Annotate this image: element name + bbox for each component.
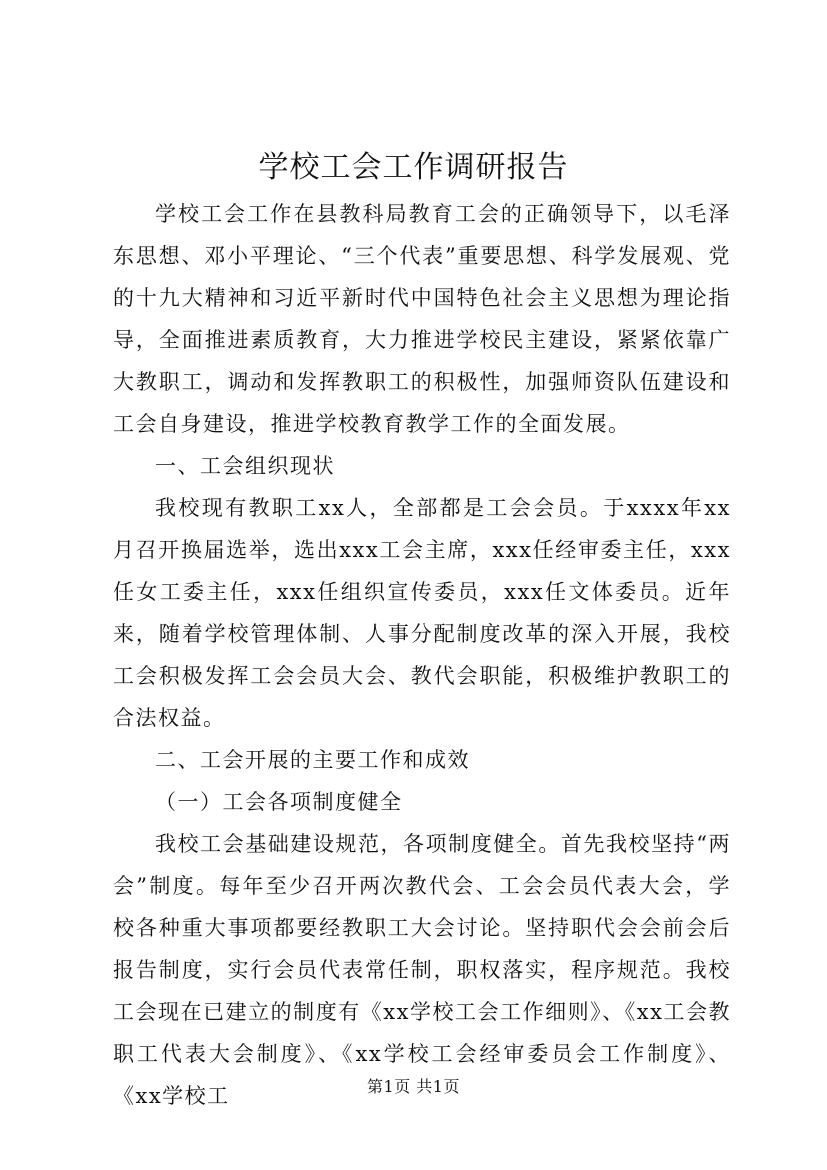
document-body (113, 193, 731, 1117)
section-heading-1: 一、工会组织现状 (155, 454, 335, 478)
section-heading-2: 二、工会开展的主要工作和成效 (155, 748, 470, 772)
document-title: 学校工会工作调研报告 (258, 150, 569, 185)
paragraph-intro: 学校工会工作在县教科局教育工会的正确领导下，以毛泽东思想、邓小平理论、“三个代表”重要思想、科学发展观、党的十九大精神和习近平新时代中国特色社会主义思想为理论指导，全面推进素质教育，大力推进学校民主建设，紧紧依靠广大教职工，调动和发挥教职工的积极性，加强师资队伍建设和工会自身建设，推进学校教育教学工作的全面发展。 (113, 202, 731, 436)
subsection-heading-1: （一）工会各项制度健全 (155, 790, 403, 814)
paragraph-section-1: 我校现有教职工xx人，全部都是工会会员。于xxxx年xx月召开换届选举，选出xxx工会主席，xxx任经审委主任，xxx任女工委主任，xxx任组织宣传委员，xxx任文体委员。近年来，随着学校管理体制、人事分配制度改革的深入开展，我校工会积极发挥工会会员大会、教代会职能，积极维护教职工的合法权益。 (113, 496, 731, 730)
paragraph-subsection-1: 我校工会基础建设规范，各项制度健全。首先我校坚持“两会”制度。每年至少召开两次教代会、工会会员代表大会，学校各种重大事项都要经教职工大会讨论。坚持职代会会前会后报告制度，实行会员代表常任制，职权落实，程序规范。我校工会现在已建立的制度有《xx学校工会工作细则》、《xx工会教职工代表大会制度》、《xx学校工会经审委员会工作制度》、《xx学校工 (113, 832, 731, 1108)
page-footer: 第1页 共1页 (367, 1077, 460, 1096)
